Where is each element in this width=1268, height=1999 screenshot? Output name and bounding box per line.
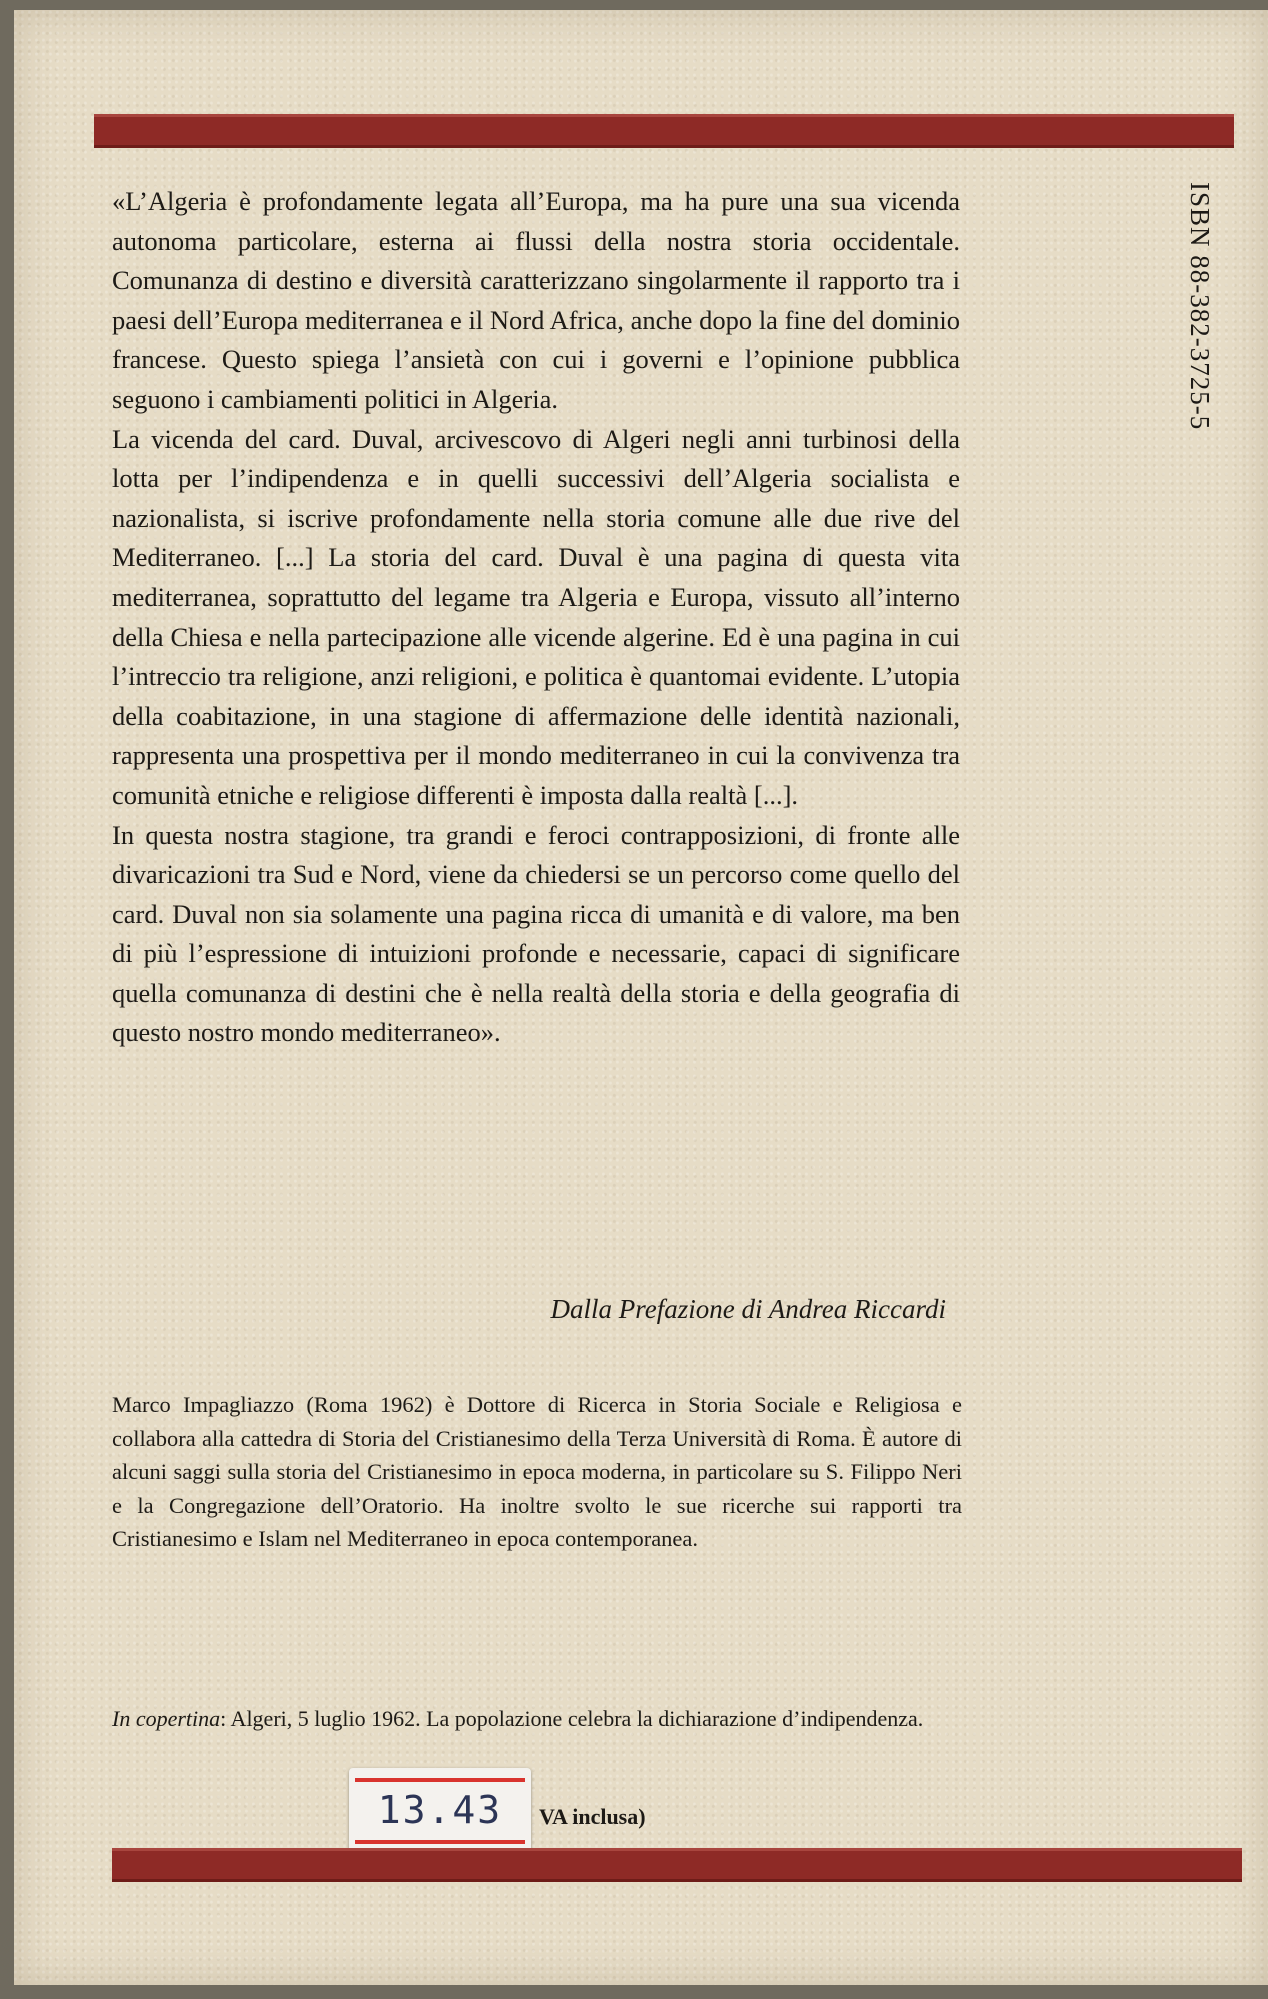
isbn-label: ISBN 88-382-3725-5 [1185,182,1215,431]
preface-quote [112,182,960,1053]
quote-attribution: Dalla Prefazione di Andrea Riccardi [550,1294,946,1324]
sticker-stripe-bottom [355,1840,525,1844]
cover-caption [112,1703,972,1735]
price-value: 13.43 [377,1788,503,1832]
caption-text: : Algeri, 5 luglio 1962. La popolazione celebra la dichiarazione d’indipendenza. [220,1706,924,1731]
bottom-decorative-band [112,1848,1242,1882]
caption-lead: In copertina [112,1706,221,1731]
price-suffix: VA inclusa) [539,1804,646,1829]
quote-paragraph: «L’Algeria è profondamente legata all’Europa, ma ha pure una sua vicenda autonoma particolare, esterna ai flussi della nostra storia occidentale. Comunanza di destino e diversità caratterizzano singolarmente il rapporto tra i paesi dell’Europa mediterranea e il Nord Africa, anche dopo la fine del dominio francese. Questo spiega l’ansietà con cui i governi e l’opinione pubblica seguono i cambiamenti politici in Algeria. [112,186,960,414]
quote-paragraph: La vicenda del card. Duval, arcivescovo di Algeri negli anni turbinosi della lotta per l’indipendenza e in quelli successivi dell’Algeria socialista e nazionalista, si iscrive profondamente nella storia comune alle due rive del Mediterraneo. [...] La storia del card. Duval è una pagina di questa vita mediterranea, soprattutto del legame tra Algeria e Europa, vissuto all’interno della Chiesa e nella partecipazione alle vicende algerine. Ed è una pagina in cui l’intreccio tra religione, anzi religioni, e politica è quantomai evidente. L’utopia della coabitazione, in una stagione di affermazione delle identità nazionali, rappresenta una prospettiva per il mondo mediterraneo in cui la convivenza tra comunità etniche e religiose differenti è imposta dalla realtà [...]. [112,423,960,810]
book-back-cover [14,10,1268,1985]
quote-paragraph: In questa nostra stagione, tra grandi e feroci contrapposizioni, di fronte alle divaricazioni tra Sud e Nord, viene da chiedersi se un percorso come quello del card. Duval non sia solamente una pagina ricca di umanità e di valore, ma ben di più l’espressione di intuizioni profonde e necessarie, capaci di significare quella comunanza di destini che è nella realtà della storia e della geografia di questo nostro mondo mediterraneo». [112,819,960,1048]
price-sticker [349,1768,531,1854]
top-decorative-band [94,114,1234,148]
author-bio: Marco Impagliazzo (Roma 1962) è Dottore di Ricerca in Storia Sociale e Religiosa e collabora alla cattedra di Storia del Cristianesimo della Terza Università di Roma. È autore di alcuni saggi sulla storia del Cristianesimo in epoca moderna, in particolare su S. Filippo Neri e la Congregazione dell’Oratorio. Ha inoltre svolto le sue ricerche sui rapporti tra Cristianesimo e Islam nel Mediterraneo in epoca contemporanea. [112,1392,962,1551]
sticker-stripe-top [355,1778,525,1782]
